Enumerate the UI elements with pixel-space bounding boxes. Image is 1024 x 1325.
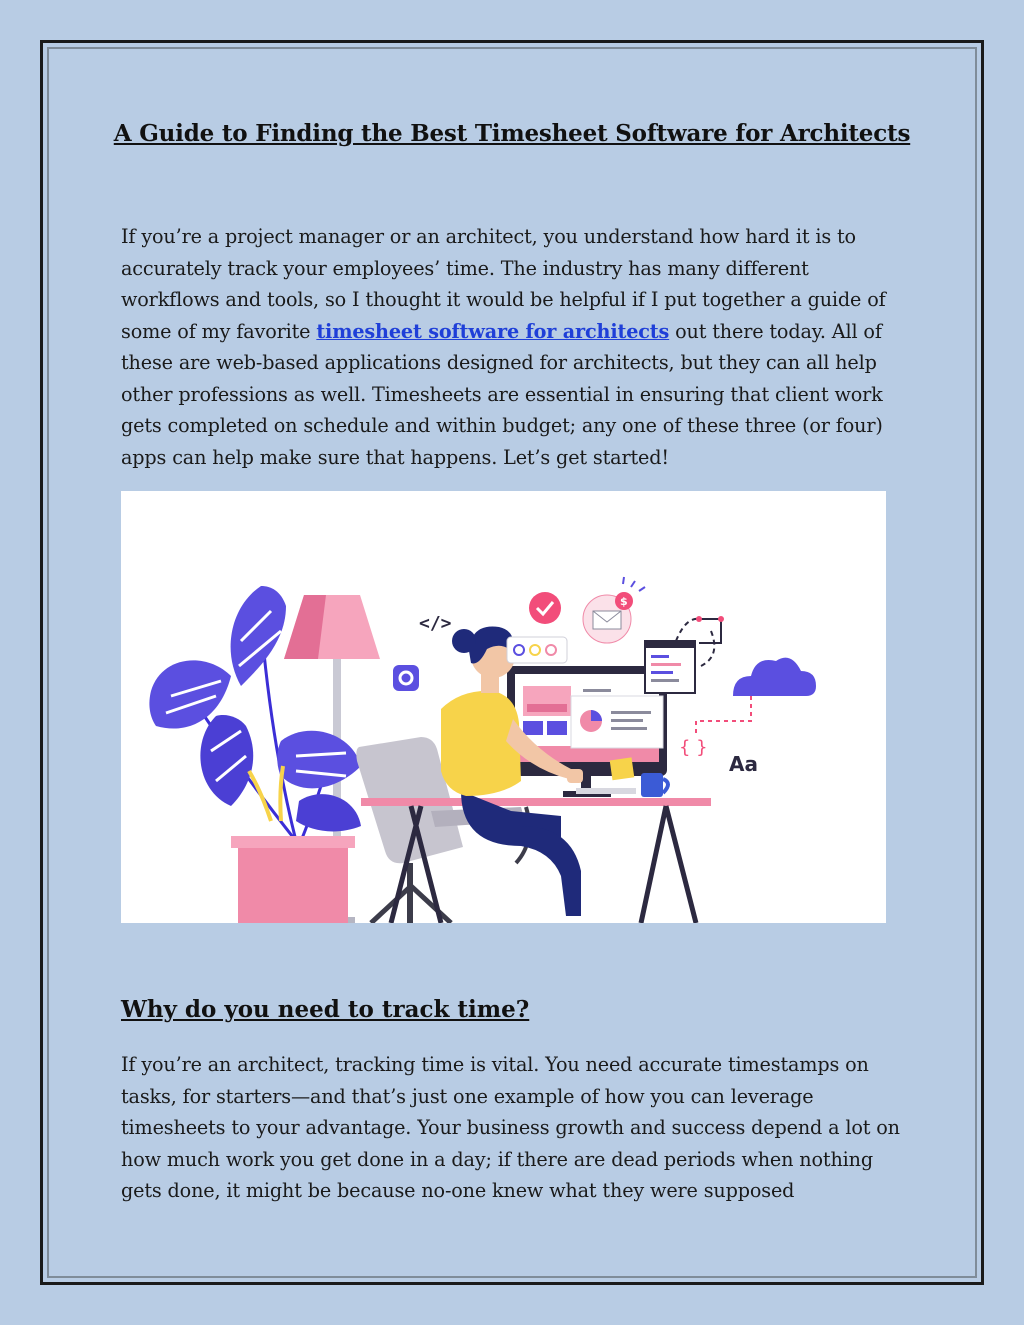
illustration-svg (121, 491, 886, 923)
font-sample-icon: Aa (729, 752, 758, 776)
intro-paragraph (121, 221, 911, 473)
code-tag-icon: </> (419, 613, 452, 634)
section-heading: Why do you need to track time? (121, 996, 530, 1023)
intro-text-start: If you’re a project manager or an architect, you understand how hard it is to accurately track your employees’ time. The industry has many different workflows and tools, so I thought it would be helpful if I put together a guide of some of my favorite (121, 225, 886, 343)
chart-card (571, 696, 663, 748)
cloud-icon (733, 658, 816, 696)
document-title: A Guide to Finding the Best Timesheet Software for Architects (113, 120, 911, 147)
hero-illustration (121, 491, 886, 923)
intro-text-end: out there today. All of these are web-based applications designed for architects, but they can all help other professions as well. Timesheets are essential in ensuring that client work gets completed on schedule and within budget; any one of these three (or four) apps can help make sure that happens. Let’s get started! (121, 319, 883, 469)
braces-icon: { } (679, 737, 708, 758)
svg-text:$: $ (620, 595, 628, 608)
section-paragraph: If you’re an architect, tracking time is vital. You need accurate timestamps on tasks, for starters—and that’s just one example of how you can leverage timesheets to your advantage. Your business growth and success depend a lot on how much work you get done in a day; if there are dead periods when nothing gets done, it might be because no-one knew what they were supposed (121, 1053, 900, 1202)
pen-tool-icon (699, 619, 721, 643)
timesheet-software-link[interactable]: timesheet software for architects (316, 319, 670, 343)
code-window-icon (645, 641, 695, 693)
checkmark-icon (529, 592, 561, 624)
gear-icon (393, 665, 419, 691)
